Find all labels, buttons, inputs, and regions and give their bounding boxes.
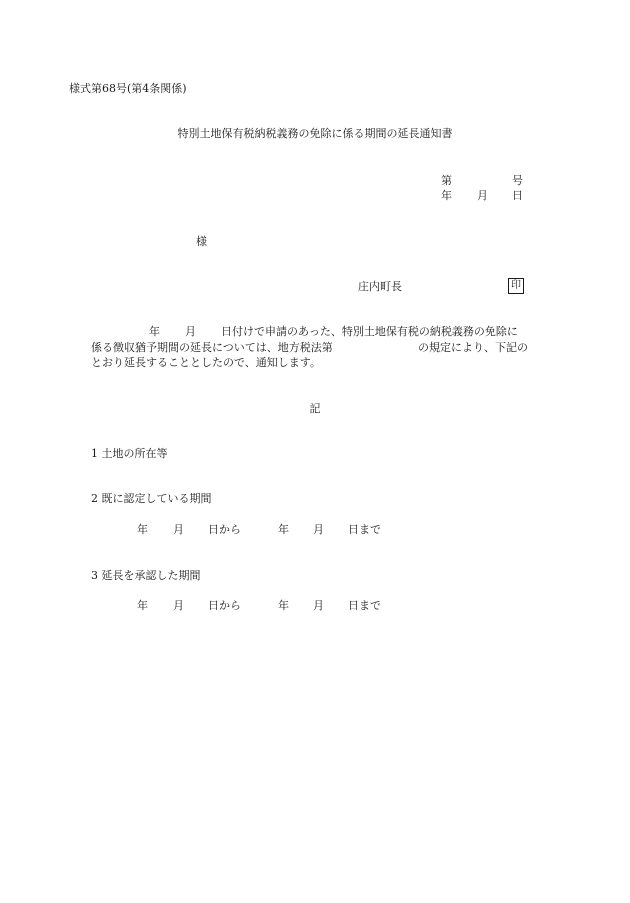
date-day-label: 日 — [512, 189, 523, 202]
period-from-label: 日から — [208, 523, 241, 536]
date-year-label: 年 — [441, 189, 452, 202]
body-line-2-text-a: 係る徴収猶予期間の延長については、地方税法第 — [91, 341, 333, 354]
period-year2-label: 年 — [278, 599, 289, 612]
period-year2-label: 年 — [278, 523, 289, 536]
body-year-label: 年 — [149, 325, 160, 338]
period-month-label: 月 — [173, 599, 184, 612]
body-line-1-text: 日付けで申請のあった、特別土地保有税の納税義務の免除に — [221, 325, 518, 338]
body-line-3-text: とおり延長することとしたので、通知します。 — [91, 356, 321, 369]
item-2-approved-period: 2 既に認定している期間 — [91, 492, 212, 505]
period-to-label: 日まで — [348, 599, 381, 612]
form-number: 様式第68号(第4条関係) — [69, 82, 187, 95]
period-from-label: 日から — [208, 599, 241, 612]
item-1-land-location: 1 土地の所在等 — [91, 447, 168, 460]
period-to-label: 日まで — [348, 523, 381, 536]
document-title: 特別土地保有税納税義務の免除に係る期間の延長通知書 — [177, 127, 453, 140]
number-suffix: 号 — [512, 174, 523, 187]
issuer-name: 庄内町長 — [358, 280, 402, 293]
number-prefix: 第 — [441, 174, 452, 187]
period-year-label: 年 — [137, 599, 148, 612]
ki-heading: 記 — [309, 402, 321, 415]
period-month2-label: 月 — [313, 599, 324, 612]
period-year-label: 年 — [137, 523, 148, 536]
item-3-extended-period: 3 延長を承認した期間 — [91, 569, 201, 582]
seal-mark: 印 — [508, 278, 524, 294]
body-month-label: 月 — [185, 325, 196, 338]
period-month-label: 月 — [173, 523, 184, 536]
period-month2-label: 月 — [313, 523, 324, 536]
body-line-2-text-b: の規定により、下記の — [418, 341, 528, 354]
date-month-label: 月 — [477, 189, 488, 202]
addressee-honorific: 様 — [196, 235, 207, 248]
